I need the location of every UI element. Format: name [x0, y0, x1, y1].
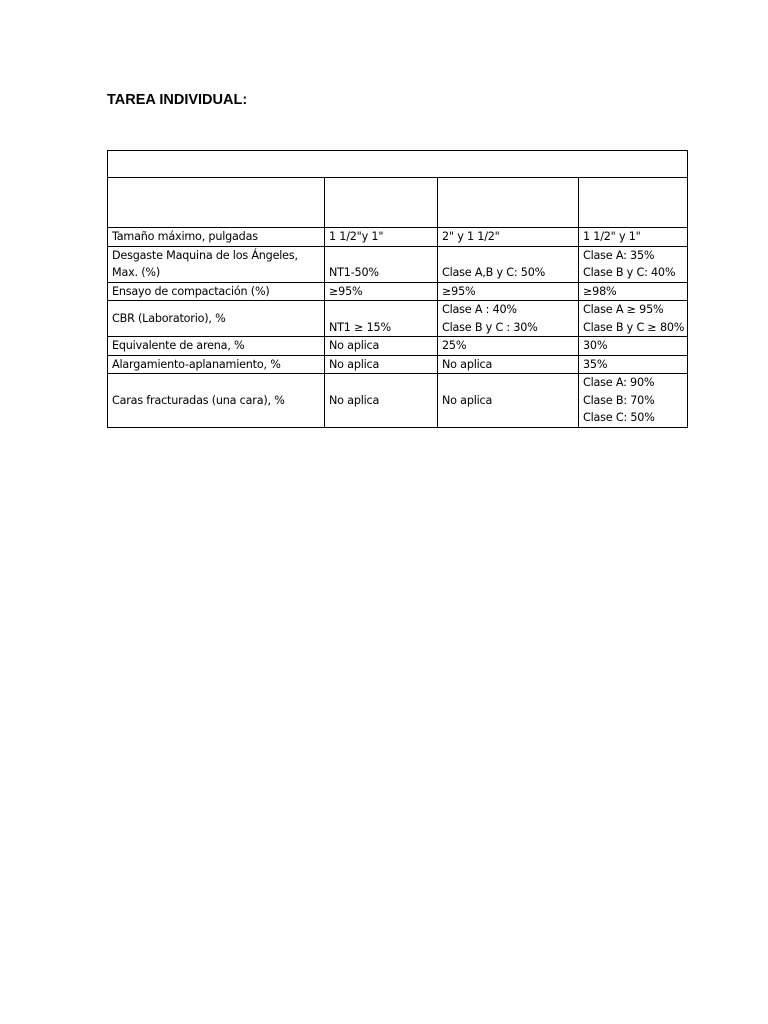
table-row: [108, 301, 688, 337]
table-row: [108, 337, 688, 356]
value-cell: NT1-50%: [325, 246, 438, 282]
property-cell: Equivalente de arena, %: [108, 337, 325, 356]
table-title-cell: [108, 151, 688, 178]
header-cell-property: [108, 178, 325, 228]
value-cell: NT1 ≥ 15%: [325, 301, 438, 337]
table-row: [108, 282, 688, 301]
value-cell: Clase A,B y C: 50%: [438, 246, 579, 282]
table-title-row: [108, 151, 688, 178]
value-cell: ≥95%: [438, 282, 579, 301]
property-cell: CBR (Laboratorio), %: [108, 301, 325, 337]
property-cell: Tamaño máximo, pulgadas: [108, 228, 325, 247]
value-cell: 25%: [438, 337, 579, 356]
table-header-row: [108, 178, 688, 228]
table-row: [108, 374, 688, 428]
value-cell: 35%: [579, 355, 688, 374]
value-cell: Clase A: 90% Clase B: 70% Clase C: 50%: [579, 374, 688, 428]
table-row: [108, 228, 688, 247]
property-cell: Desgaste Maquina de los Ángeles, Max. (%): [108, 246, 325, 282]
value-cell: No aplica: [438, 355, 579, 374]
value-cell: ≥95%: [325, 282, 438, 301]
value-cell: ≥98%: [579, 282, 688, 301]
value-cell: No aplica: [325, 355, 438, 374]
property-cell: Alargamiento-aplanamiento, %: [108, 355, 325, 374]
value-cell: 1 1/2"y 1": [325, 228, 438, 247]
document-title: TAREA INDIVIDUAL:: [107, 92, 248, 108]
table-row: [108, 246, 688, 282]
value-cell: 2" y 1 1/2": [438, 228, 579, 247]
value-cell: 1 1/2" y 1": [579, 228, 688, 247]
value-cell: No aplica: [325, 374, 438, 428]
value-cell: No aplica: [325, 337, 438, 356]
value-cell: 30%: [579, 337, 688, 356]
value-cell: No aplica: [438, 374, 579, 428]
value-cell: Clase A : 40% Clase B y C : 30%: [438, 301, 579, 337]
header-cell-3: [579, 178, 688, 228]
property-cell: Ensayo de compactación (%): [108, 282, 325, 301]
property-cell: Caras fracturadas (una cara), %: [108, 374, 325, 428]
value-cell: Clase A ≥ 95% Clase B y C ≥ 80%: [579, 301, 688, 337]
header-cell-1: [325, 178, 438, 228]
header-cell-2: [438, 178, 579, 228]
value-cell: Clase A: 35% Clase B y C: 40%: [579, 246, 688, 282]
table-row: [108, 355, 688, 374]
specifications-table: [107, 150, 688, 428]
